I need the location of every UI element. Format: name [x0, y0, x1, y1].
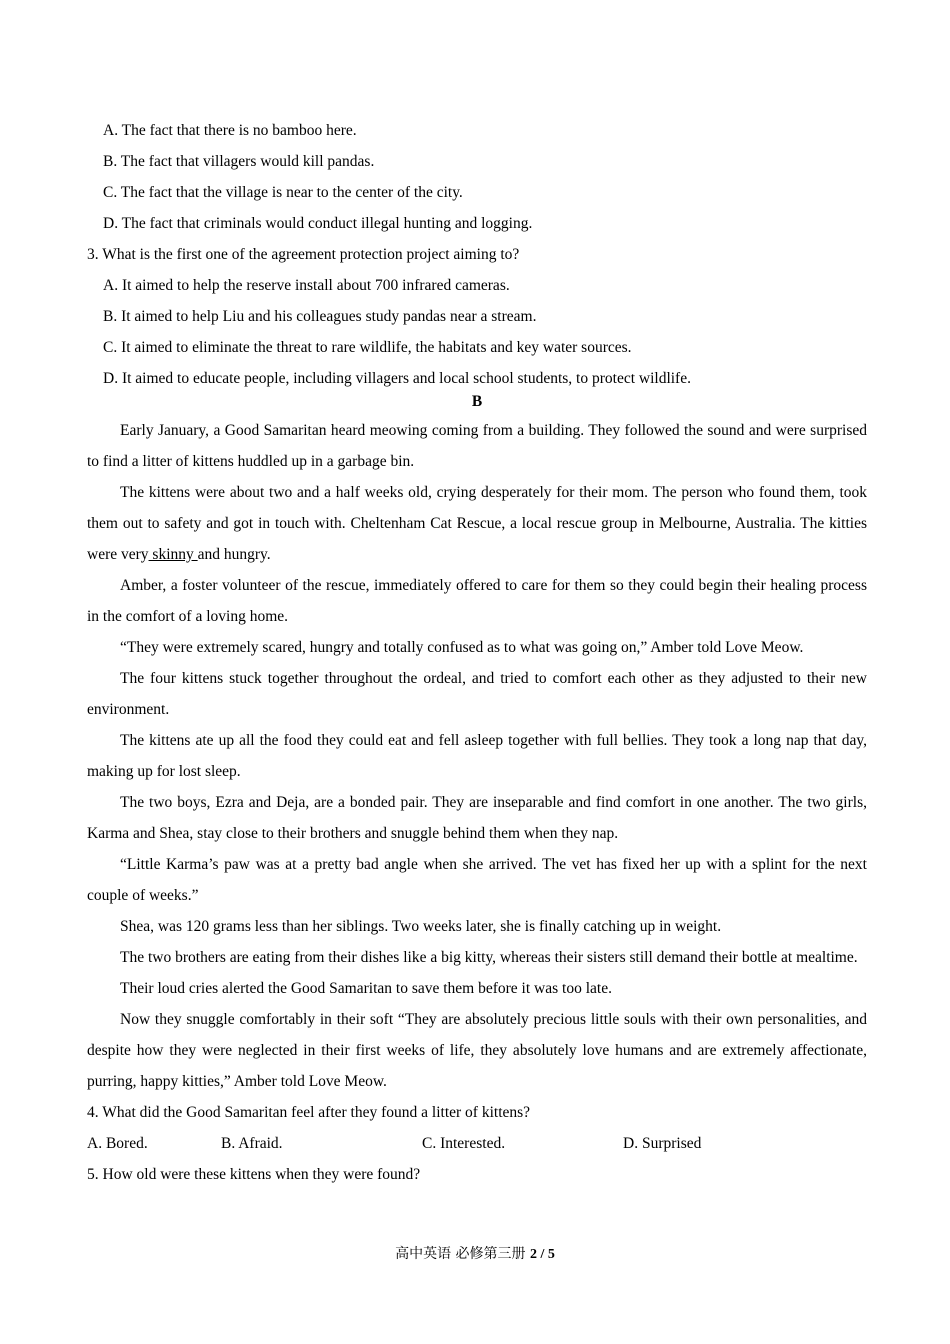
section-b-title: B	[471, 393, 483, 410]
passage-paragraph-8: “Little Karma’s paw was at a pretty bad angle when she arrived. The vet has fixed her up with a splint for the next couple of weeks.”	[87, 856, 867, 904]
passage-paragraph-5: The four kittens stuck together throughout the ordeal, and tried to comfort each other as they adjusted to their new environment.	[87, 670, 867, 718]
passage-paragraph-4: “They were extremely scared, hungry and totally confused as to what was going on,” Amber told Love Meow.	[120, 639, 804, 656]
q2-option-b: B. The fact that villagers would kill pandas.	[103, 153, 375, 170]
passage-paragraph-11: Their loud cries alerted the Good Samaritan to save them before it was too late.	[120, 980, 612, 997]
passage-paragraph-6: The kittens ate up all the food they could eat and fell asleep together with full bellies. They took a long nap that day, making up for lost sleep.	[87, 732, 867, 780]
q4-option-b: B. Afraid.	[221, 1135, 283, 1152]
q4-option-a: A. Bored.	[87, 1135, 148, 1152]
passage-paragraph-12: Now they snuggle comfortably in their soft “They are absolutely precious little souls with their own personalities, and despite how they were neglected in their first weeks of life, they absolutely love humans and are extremely affectionate, purring, happy kitties,” Amber told Love Meow.	[87, 1011, 867, 1090]
passage-paragraph-7: The two boys, Ezra and Deja, are a bonded pair. They are inseparable and find comfort in one another. The two girls, Karma and Shea, stay close to their brothers and snuggle behind them when they nap.	[87, 794, 867, 842]
q4-question: 4. What did the Good Samaritan feel after they found a litter of kittens?	[87, 1104, 531, 1121]
document-page	[87, 115, 867, 1190]
q3-option-d: D. It aimed to educate people, including villagers and local school students, to protect wildlife.	[103, 370, 691, 387]
q5-question: 5. How old were these kittens when they were found?	[87, 1166, 421, 1183]
underlined-word-skinny: skinny	[148, 546, 198, 563]
q2-option-c: C. The fact that the village is near to the center of the city.	[103, 184, 463, 201]
passage-paragraph-3: Amber, a foster volunteer of the rescue, immediately offered to care for them so they could begin their healing process in the comfort of a loving home.	[87, 577, 867, 625]
q2-option-d: D. The fact that criminals would conduct illegal hunting and logging.	[103, 215, 533, 232]
page-footer	[0, 1243, 950, 1263]
page-number: 2 / 5	[530, 1247, 555, 1262]
q4-option-c: C. Interested.	[422, 1135, 506, 1152]
passage-paragraph-1: Early January, a Good Samaritan heard meowing coming from a building. They followed the sound and were surprised to find a litter of kittens huddled up in a garbage bin.	[87, 422, 867, 470]
passage-paragraph-2	[87, 477, 867, 570]
passage-paragraph-9: Shea, was 120 grams less than her siblings. Two weeks later, she is finally catching up in weight.	[120, 918, 722, 935]
q3-option-b: B. It aimed to help Liu and his colleagues study pandas near a stream.	[103, 308, 537, 325]
passage-paragraph-10: The two brothers are eating from their dishes like a big kitty, whereas their sisters still demand their bottle at mealtime.	[120, 949, 858, 966]
paragraph-2-text: The kittens were about two and a half weeks old, crying desperately for their mom. The person who found them, took them out to safety and got in touch with. Cheltenham Cat Rescue, a local rescue group in Melbourne, Australia. The kitties were very	[87, 484, 867, 563]
q4-option-d: D. Surprised	[623, 1135, 702, 1152]
paragraph-2-end: and hungry.	[197, 546, 271, 563]
q3-option-a: A. It aimed to help the reserve install about 700 infrared cameras.	[103, 277, 510, 294]
q4-options	[87, 1128, 867, 1159]
footer-label: 高中英语 必修第三册	[395, 1246, 530, 1262]
q3-question: 3. What is the first one of the agreement protection project aiming to?	[87, 246, 520, 263]
q2-option-a: A. The fact that there is no bamboo here.	[103, 122, 357, 139]
q3-option-c: C. It aimed to eliminate the threat to rare wildlife, the habitats and key water sources.	[103, 339, 632, 356]
